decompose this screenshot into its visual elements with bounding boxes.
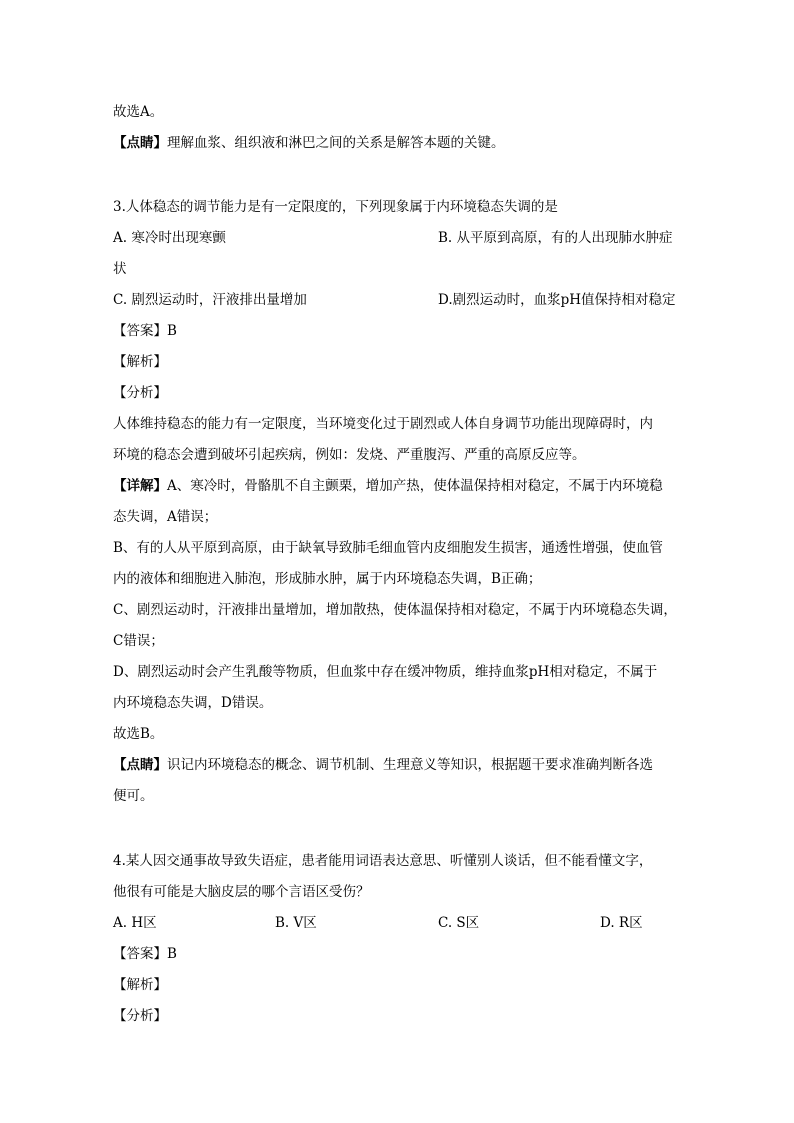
- q3-detail-b-1: B、有的人从平原到高原，由于缺氧导致肺毛细血管内皮细胞发生损害，通透性增强，使血管: [113, 540, 663, 556]
- q3-detail-a-1: [113, 476, 663, 496]
- q3-detail-c-1: C、剧烈运动时，汗液排出量增加，增加散热，使体温保持相对稳定，不属于内环境稳态失调，: [113, 602, 677, 618]
- dianjing-tag: 【点睛】: [113, 135, 167, 151]
- q3-fenxi: 【分析】: [113, 385, 167, 401]
- q3-jiexi: 【解析】: [113, 354, 167, 370]
- q4-option-b: B. V区: [275, 915, 317, 931]
- q3-option-b: B. 从平原到高原，有的人出现肺水肿症: [438, 230, 673, 246]
- choose-a: 故选A。: [113, 104, 164, 120]
- dianjing-text: 理解血浆、组织液和淋巴之间的关系是解答本题的关键。: [167, 135, 505, 151]
- q3-choose-b: 故选B。: [113, 726, 164, 742]
- q4-option-d: D. R区: [600, 915, 643, 931]
- q3-analysis-1: 人体维持稳态的能力有一定限度，当环境变化过于剧烈或人体自身调节功能出现障碍时，内: [113, 416, 653, 432]
- q3-detail-b-2: 内的液体和细胞进入肺泡，形成肺水肿，属于内环境稳态失调，B正确；: [113, 571, 542, 587]
- q3-analysis-2: 环境的稳态会遭到破坏引起疾病，例如：发烧、严重腹泻、严重的高原反应等。: [113, 447, 586, 463]
- q4-jiexi: 【解析】: [113, 977, 167, 993]
- q4-stem-2: 他很有可能是大脑皮层的哪个言语区受伤？: [113, 884, 370, 900]
- q3-stem: 3.人体稳态的调节能力是有一定限度的，下列现象属于内环境稳态失调的是: [113, 199, 558, 215]
- detail-tag: 【详解】: [113, 478, 167, 494]
- q4-option-c: C. S区: [438, 915, 480, 931]
- q3-option-b-cont: 状: [113, 261, 127, 277]
- q3-detail-a-2: 态失调，A错误；: [113, 509, 218, 525]
- q3-detail-c-2: C错误；: [113, 633, 164, 649]
- q3-answer: 【答案】B: [113, 323, 177, 339]
- q3-detail-d-1: D、剧烈运动时会产生乳酸等物质，但血浆中存在缓冲物质，维持血浆pH相对稳定，不属于: [113, 664, 658, 680]
- q3-option-c: C. 剧烈运动时，汗液排出量增加: [113, 292, 307, 308]
- q3-option-a: A. 寒冷时出现寒颤: [113, 230, 226, 246]
- q4-fenxi: 【分析】: [113, 1008, 167, 1024]
- q3-option-d: D.剧烈运动时，血浆pH值保持相对稳定: [438, 292, 676, 308]
- dianjing-1: [113, 133, 505, 153]
- q4-stem-1: 4.某人因交通事故导致失语症，患者能用词语表达意思、听懂别人谈话，但不能看懂文字，: [113, 853, 653, 869]
- q4-option-a: A. H区: [113, 915, 157, 931]
- q3-dianjing-2: 便可。: [113, 788, 154, 804]
- q3-detail-d-2: 内环境稳态失调，D错误。: [113, 695, 273, 711]
- q3-options-row1: [113, 228, 683, 248]
- q3-dianjing-1: [113, 755, 653, 775]
- detail-a-text: A、寒冷时，骨骼肌不自主颤栗，增加产热，使体温保持相对稳定，不属于内环境稳: [167, 478, 663, 494]
- q3-options-row2: [113, 290, 683, 310]
- q4-answer: 【答案】B: [113, 946, 177, 962]
- dianjing-text: 识记内环境稳态的概念、调节机制、生理意义等知识，根据题干要求准确判断各选: [167, 757, 653, 773]
- dianjing-tag: 【点睛】: [113, 757, 167, 773]
